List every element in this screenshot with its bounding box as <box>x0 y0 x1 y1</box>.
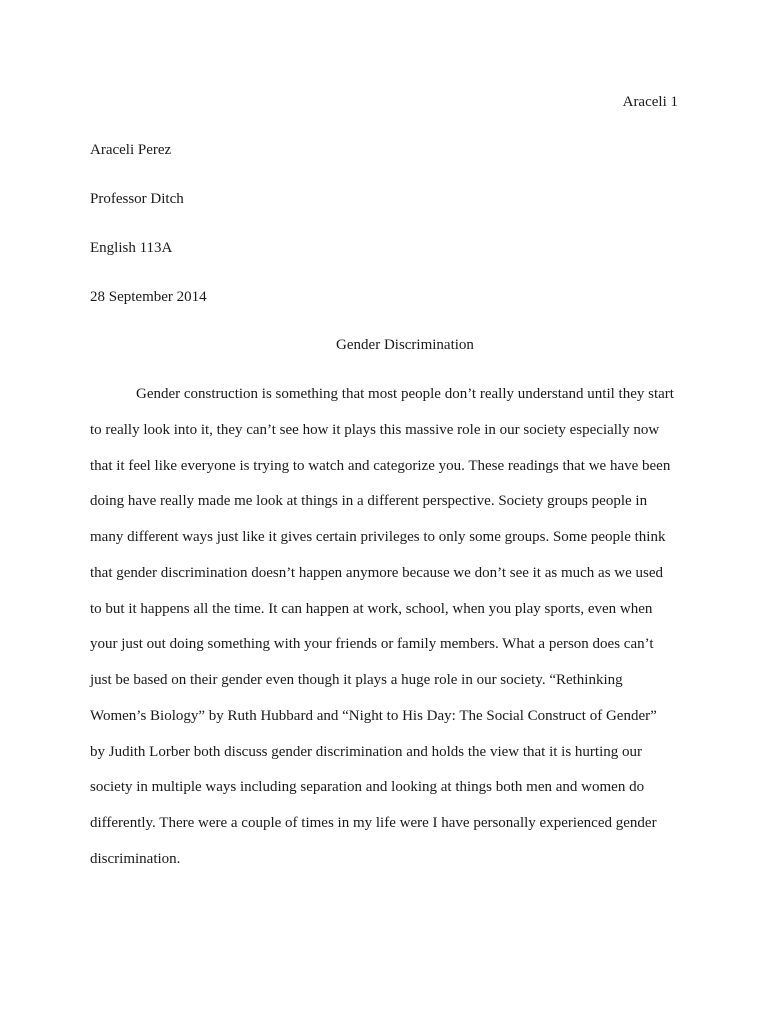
body-line: many different ways just like it gives certain privileges to only some groups. Some people think <box>90 529 666 545</box>
body-line: Gender construction is something that most people don’t really understand until they start <box>136 386 674 402</box>
body-line: your just out doing something with your friends or family members. What a person does can’t <box>90 636 654 653</box>
essay-title: Gender Discrimination <box>336 337 474 353</box>
running-head: Araceli 1 <box>622 94 678 110</box>
body-line: that it feel like everyone is trying to watch and categorize you. These readings that we have been <box>90 457 671 474</box>
professor-name: Professor Ditch <box>90 191 184 207</box>
mla-heading <box>90 140 680 336</box>
body-line: differently. There were a couple of times in my life were I have personally experienced gender <box>90 815 657 831</box>
body-line: doing have really made me look at things in a different perspective. Society groups people in <box>90 493 648 510</box>
body-line: by Judith Lorber both discuss gender discrimination and holds the view that it is hurting our <box>90 743 643 760</box>
body-line: society in multiple ways including separation and looking at things both men and women do <box>90 779 645 796</box>
student-name: Araceli Perez <box>90 142 172 158</box>
body-line: just be based on their gender even though it plays a huge role in our society. “Rethinking <box>90 672 623 688</box>
essay-body <box>90 384 680 885</box>
body-line: to but it happens all the time. It can happen at work, school, when you play sports, even when <box>90 600 653 617</box>
essay-date: 28 September 2014 <box>90 289 207 305</box>
body-line: Women’s Biology” by Ruth Hubbard and “Night to His Day: The Social Construct of Gender” <box>90 707 657 724</box>
course-name: English 113A <box>90 240 173 256</box>
body-line: to really look into it, they can’t see how it plays this massive role in our society especially now <box>90 421 660 438</box>
body-line: discrimination. <box>90 850 181 867</box>
body-line: that gender discrimination doesn’t happen anymore because we don’t see it as much as we used <box>90 564 664 581</box>
